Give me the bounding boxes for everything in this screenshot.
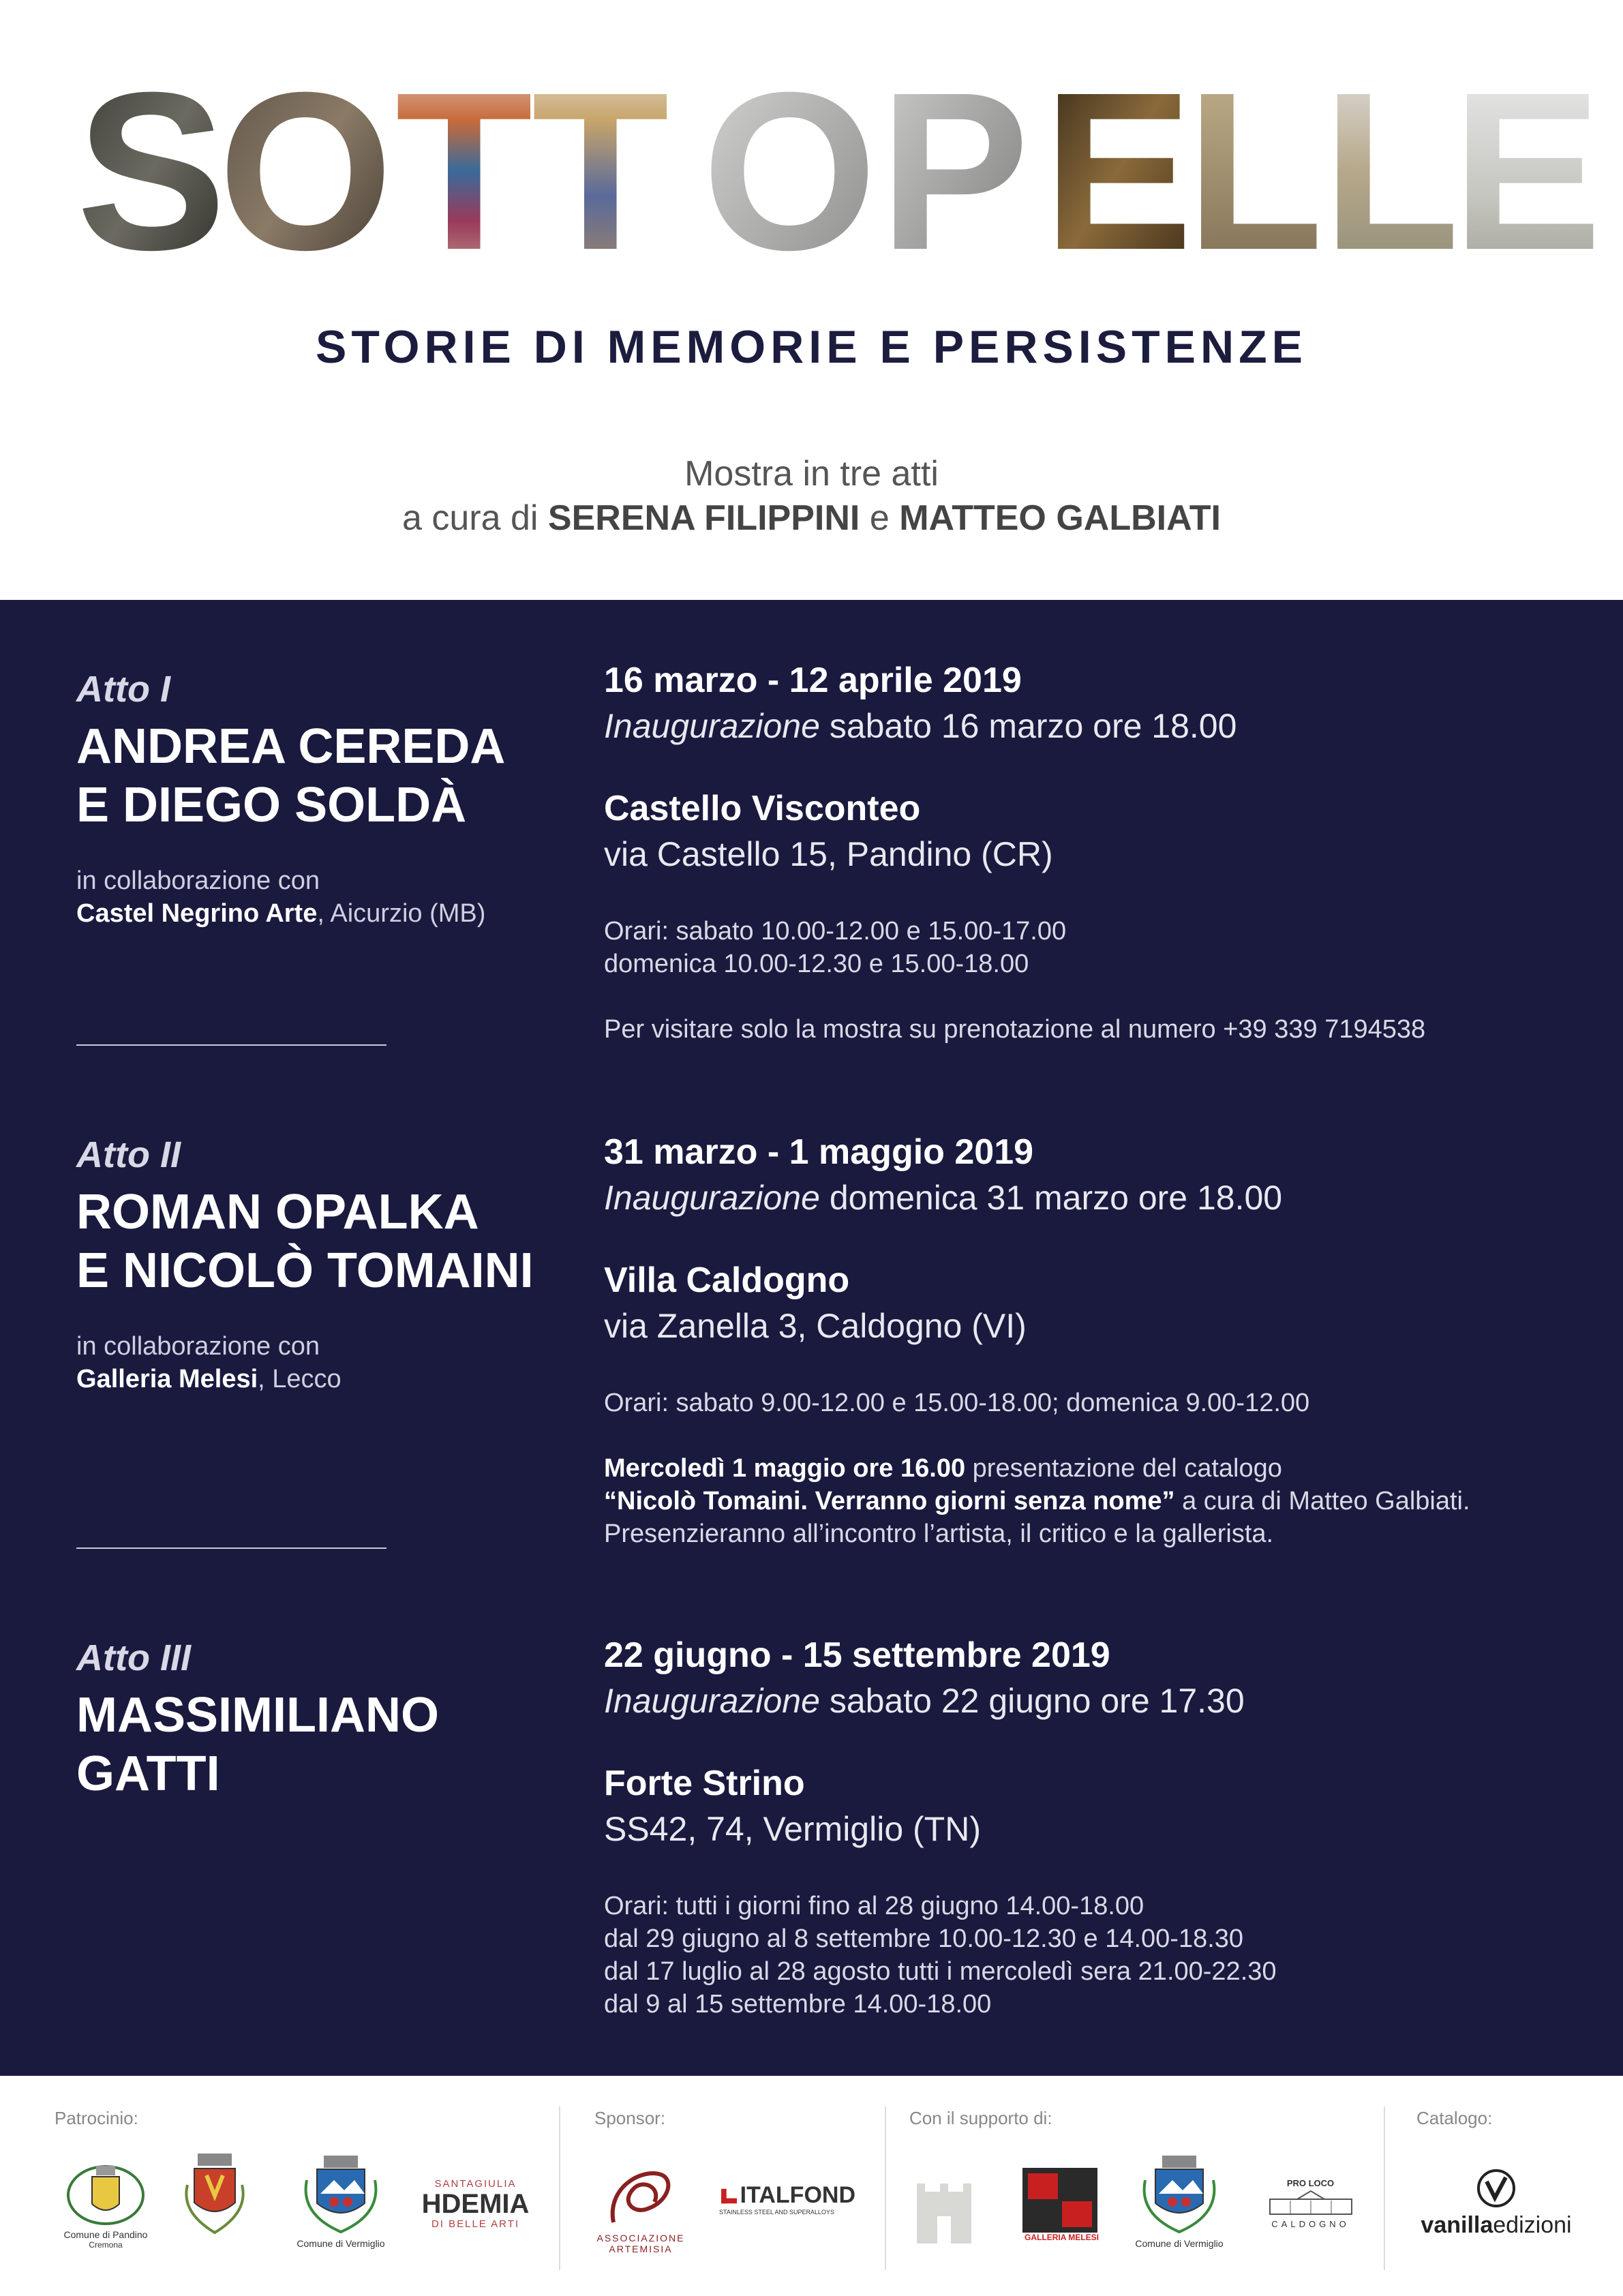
melesi-icon bbox=[1022, 2168, 1097, 2233]
inauguration-label: Inaugurazione bbox=[604, 1179, 820, 1217]
hours-line: dal 29 giugno al 8 settembre 10.00-12.30 e 14.00-18.30 bbox=[604, 1924, 1244, 1953]
vanilla-icon bbox=[1476, 2168, 1517, 2209]
venue: Villa Caldogno bbox=[604, 1260, 850, 1300]
title-letter: T bbox=[395, 45, 533, 273]
logo-text: edizioni bbox=[1493, 2212, 1572, 2238]
collaboration bbox=[76, 864, 567, 930]
hours-line: Orari: sabato 9.00-12.00 e 15.00-18.00; domenica 9.00-12.00 bbox=[604, 1389, 1310, 1417]
venue: Castello Visconteo bbox=[604, 789, 921, 828]
artist-line: ANDREA CEREDA bbox=[76, 719, 506, 774]
act-2-header bbox=[76, 1134, 567, 1395]
address: SS42, 74, Vermiglio (TN) bbox=[604, 1810, 981, 1848]
castle-icon bbox=[910, 2171, 978, 2246]
logo-comune-pandino bbox=[51, 2158, 160, 2250]
act-number: Atto II bbox=[76, 1134, 181, 1175]
address: via Castello 15, Pandino (CR) bbox=[604, 835, 1053, 873]
artist-line: E NICOLÒ TOMAINI bbox=[76, 1243, 534, 1298]
act-dates: 16 marzo - 12 aprile 2019 bbox=[604, 661, 1022, 700]
coat-of-arms-icon bbox=[286, 2153, 395, 2235]
hours-line: dal 17 luglio al 28 agosto tutti i mercoledì sera 21.00-22.30 bbox=[604, 1957, 1277, 1986]
title-letter: P bbox=[879, 45, 1030, 273]
logo-text: STAINLESS STEEL AND SUPERALLOYS bbox=[719, 2209, 835, 2216]
curator-name: MATTEO GALBIATI bbox=[899, 498, 1221, 538]
event-date: Mercoledì 1 maggio ore 16.00 bbox=[604, 1454, 966, 1483]
logo-text: SANTAGIULIA bbox=[434, 2178, 517, 2190]
footer-divider bbox=[559, 2106, 560, 2270]
inauguration bbox=[604, 706, 1558, 746]
artist-line: GATTI bbox=[76, 1747, 220, 1801]
logo-caption: Cremona bbox=[89, 2240, 123, 2250]
booking-note: Per visitare solo la mostra su prenotazione al numero +39 339 7194538 bbox=[604, 1015, 1426, 1044]
act-3-header bbox=[76, 1637, 567, 1803]
opening-hours bbox=[604, 1890, 1558, 2021]
inauguration bbox=[604, 1681, 1558, 1721]
logo-text: CALDOGNO bbox=[1271, 2219, 1350, 2229]
logo-proloco-caldogno bbox=[1261, 2178, 1360, 2229]
collab-name: Galleria Melesi bbox=[76, 1365, 258, 1393]
act-dates: 22 giugno - 15 settembre 2019 bbox=[604, 1635, 1110, 1675]
title-sottopelle bbox=[0, 41, 1623, 273]
event-text: a cura di Matteo Galbiati. bbox=[1174, 1487, 1470, 1515]
italfond-icon bbox=[719, 2181, 740, 2209]
support-label: Con il supporto di: bbox=[909, 2108, 1052, 2128]
inauguration-label: Inaugurazione bbox=[604, 707, 820, 745]
artist-line: MASSIMILIANO bbox=[76, 1688, 439, 1742]
title-letter: L bbox=[1186, 45, 1324, 273]
logo-caption: ASSOCIAZIONE ARTEMISIA bbox=[596, 2233, 685, 2254]
curator-name: SERENA FILIPPINI bbox=[547, 498, 860, 538]
title-letter: E bbox=[1043, 45, 1194, 273]
coat-of-arms-icon bbox=[1125, 2153, 1234, 2235]
logo-galleria-melesi bbox=[1022, 2168, 1101, 2242]
act-number: Atto I bbox=[76, 669, 170, 710]
logo-text: DI BELLE ARTI bbox=[431, 2218, 520, 2230]
act-3-info bbox=[604, 1635, 1558, 2021]
intro-prefix: a cura di bbox=[402, 498, 539, 538]
coat-of-arms-icon bbox=[174, 2151, 256, 2246]
logo-comune-vermiglio bbox=[1125, 2153, 1234, 2249]
collab-place: , Aicurzio (MB) bbox=[317, 899, 486, 928]
sponsor-label: Sponsor: bbox=[594, 2108, 666, 2128]
title-letter: E bbox=[1452, 45, 1603, 273]
inauguration-label: Inaugurazione bbox=[604, 1682, 820, 1720]
act-number: Atto III bbox=[76, 1637, 191, 1678]
collab-place: , Lecco bbox=[258, 1365, 342, 1393]
catalog-event bbox=[604, 1452, 1558, 1550]
hours-line: Orari: tutti i giorni fino al 28 giugno 14.00-18.00 bbox=[604, 1892, 1144, 1920]
catalog-label: Catalogo: bbox=[1416, 2108, 1493, 2128]
logo-text: HDEMIA bbox=[421, 2189, 530, 2219]
opening-hours bbox=[604, 915, 1558, 980]
act-1-header bbox=[76, 668, 567, 930]
intro-line: Mostra in tre atti bbox=[684, 454, 939, 494]
logo-artemisia bbox=[593, 2161, 688, 2254]
collaboration bbox=[76, 1330, 567, 1395]
logo-caption: GALLERIA MELESI bbox=[1025, 2233, 1099, 2242]
logo-text: ITALFOND bbox=[740, 2181, 855, 2208]
inauguration bbox=[604, 1178, 1558, 1218]
opening-hours bbox=[604, 1387, 1558, 1419]
act-1-info bbox=[604, 660, 1558, 1046]
inauguration-text: sabato 22 giugno ore 17.30 bbox=[819, 1682, 1245, 1720]
conjunction: e bbox=[869, 498, 890, 538]
logo-vanilla-edizioni bbox=[1414, 2168, 1578, 2239]
title-letter: O bbox=[702, 45, 877, 273]
logo-accademia-santagiulia bbox=[416, 2178, 535, 2230]
event-text: Presenzieranno all’incontro l’artista, il critico e la gallerista. bbox=[604, 1520, 1274, 1548]
subtitle: STORIE DI MEMORIE E PERSISTENZE bbox=[315, 321, 1308, 373]
logo-caption: Comune di Vermiglio bbox=[1135, 2238, 1224, 2249]
title-letter: T bbox=[532, 45, 669, 273]
logo-crest bbox=[174, 2151, 256, 2250]
inauguration-text: domenica 31 marzo ore 18.00 bbox=[819, 1179, 1283, 1217]
logo-comune-vermiglio bbox=[286, 2153, 395, 2249]
act-2-info bbox=[604, 1132, 1558, 1550]
divider bbox=[76, 1044, 386, 1046]
hours-line: Orari: sabato 10.00-12.00 e 15.00-17.00 bbox=[604, 917, 1067, 946]
logo-caption: Comune di Vermiglio bbox=[297, 2238, 385, 2249]
hours-line: dal 9 al 15 settembre 14.00-18.00 bbox=[604, 1990, 992, 2019]
villa-icon bbox=[1263, 2188, 1359, 2216]
collab-name: Castel Negrino Arte bbox=[76, 899, 318, 928]
coat-of-arms-icon bbox=[51, 2158, 160, 2226]
artemisia-icon bbox=[593, 2161, 688, 2229]
footer-divider bbox=[1384, 2106, 1385, 2270]
logo-caption: Comune di Pandino bbox=[63, 2229, 148, 2240]
act-dates: 31 marzo - 1 maggio 2019 bbox=[604, 1132, 1034, 1172]
collab-prefix: in collaborazione con bbox=[76, 866, 320, 895]
patrocinio-label: Patrocinio: bbox=[55, 2108, 138, 2128]
divider bbox=[76, 1547, 386, 1549]
inauguration-text: sabato 16 marzo ore 18.00 bbox=[819, 707, 1237, 745]
title-letter: O bbox=[218, 45, 393, 273]
title-letter: S bbox=[76, 45, 227, 273]
curators-line bbox=[0, 498, 1623, 539]
logo-castle bbox=[910, 2171, 978, 2250]
title-letter: L bbox=[1322, 45, 1460, 273]
act-artist bbox=[76, 717, 567, 834]
act-artist bbox=[76, 1183, 567, 1300]
venue: Forte Strino bbox=[604, 1764, 805, 1803]
event-text: presentazione del catalogo bbox=[965, 1454, 1282, 1483]
book-title: “Nicolò Tomaini. Verranno giorni senza nome” bbox=[604, 1487, 1175, 1515]
act-artist bbox=[76, 1686, 567, 1803]
logo-text: vanilla bbox=[1421, 2212, 1493, 2238]
hours-line: domenica 10.00-12.30 e 15.00-18.00 bbox=[604, 950, 1029, 978]
artist-line: E DIEGO SOLDÀ bbox=[76, 778, 467, 832]
logo-text: PRO LOCO bbox=[1286, 2178, 1335, 2188]
collab-prefix: in collaborazione con bbox=[76, 1332, 320, 1361]
footer-divider bbox=[885, 2106, 886, 2270]
address: via Zanella 3, Caldogno (VI) bbox=[604, 1307, 1027, 1345]
logo-italfond bbox=[719, 2181, 855, 2216]
artist-line: ROMAN OPALKA bbox=[76, 1185, 479, 1239]
hero-section bbox=[0, 0, 1623, 600]
